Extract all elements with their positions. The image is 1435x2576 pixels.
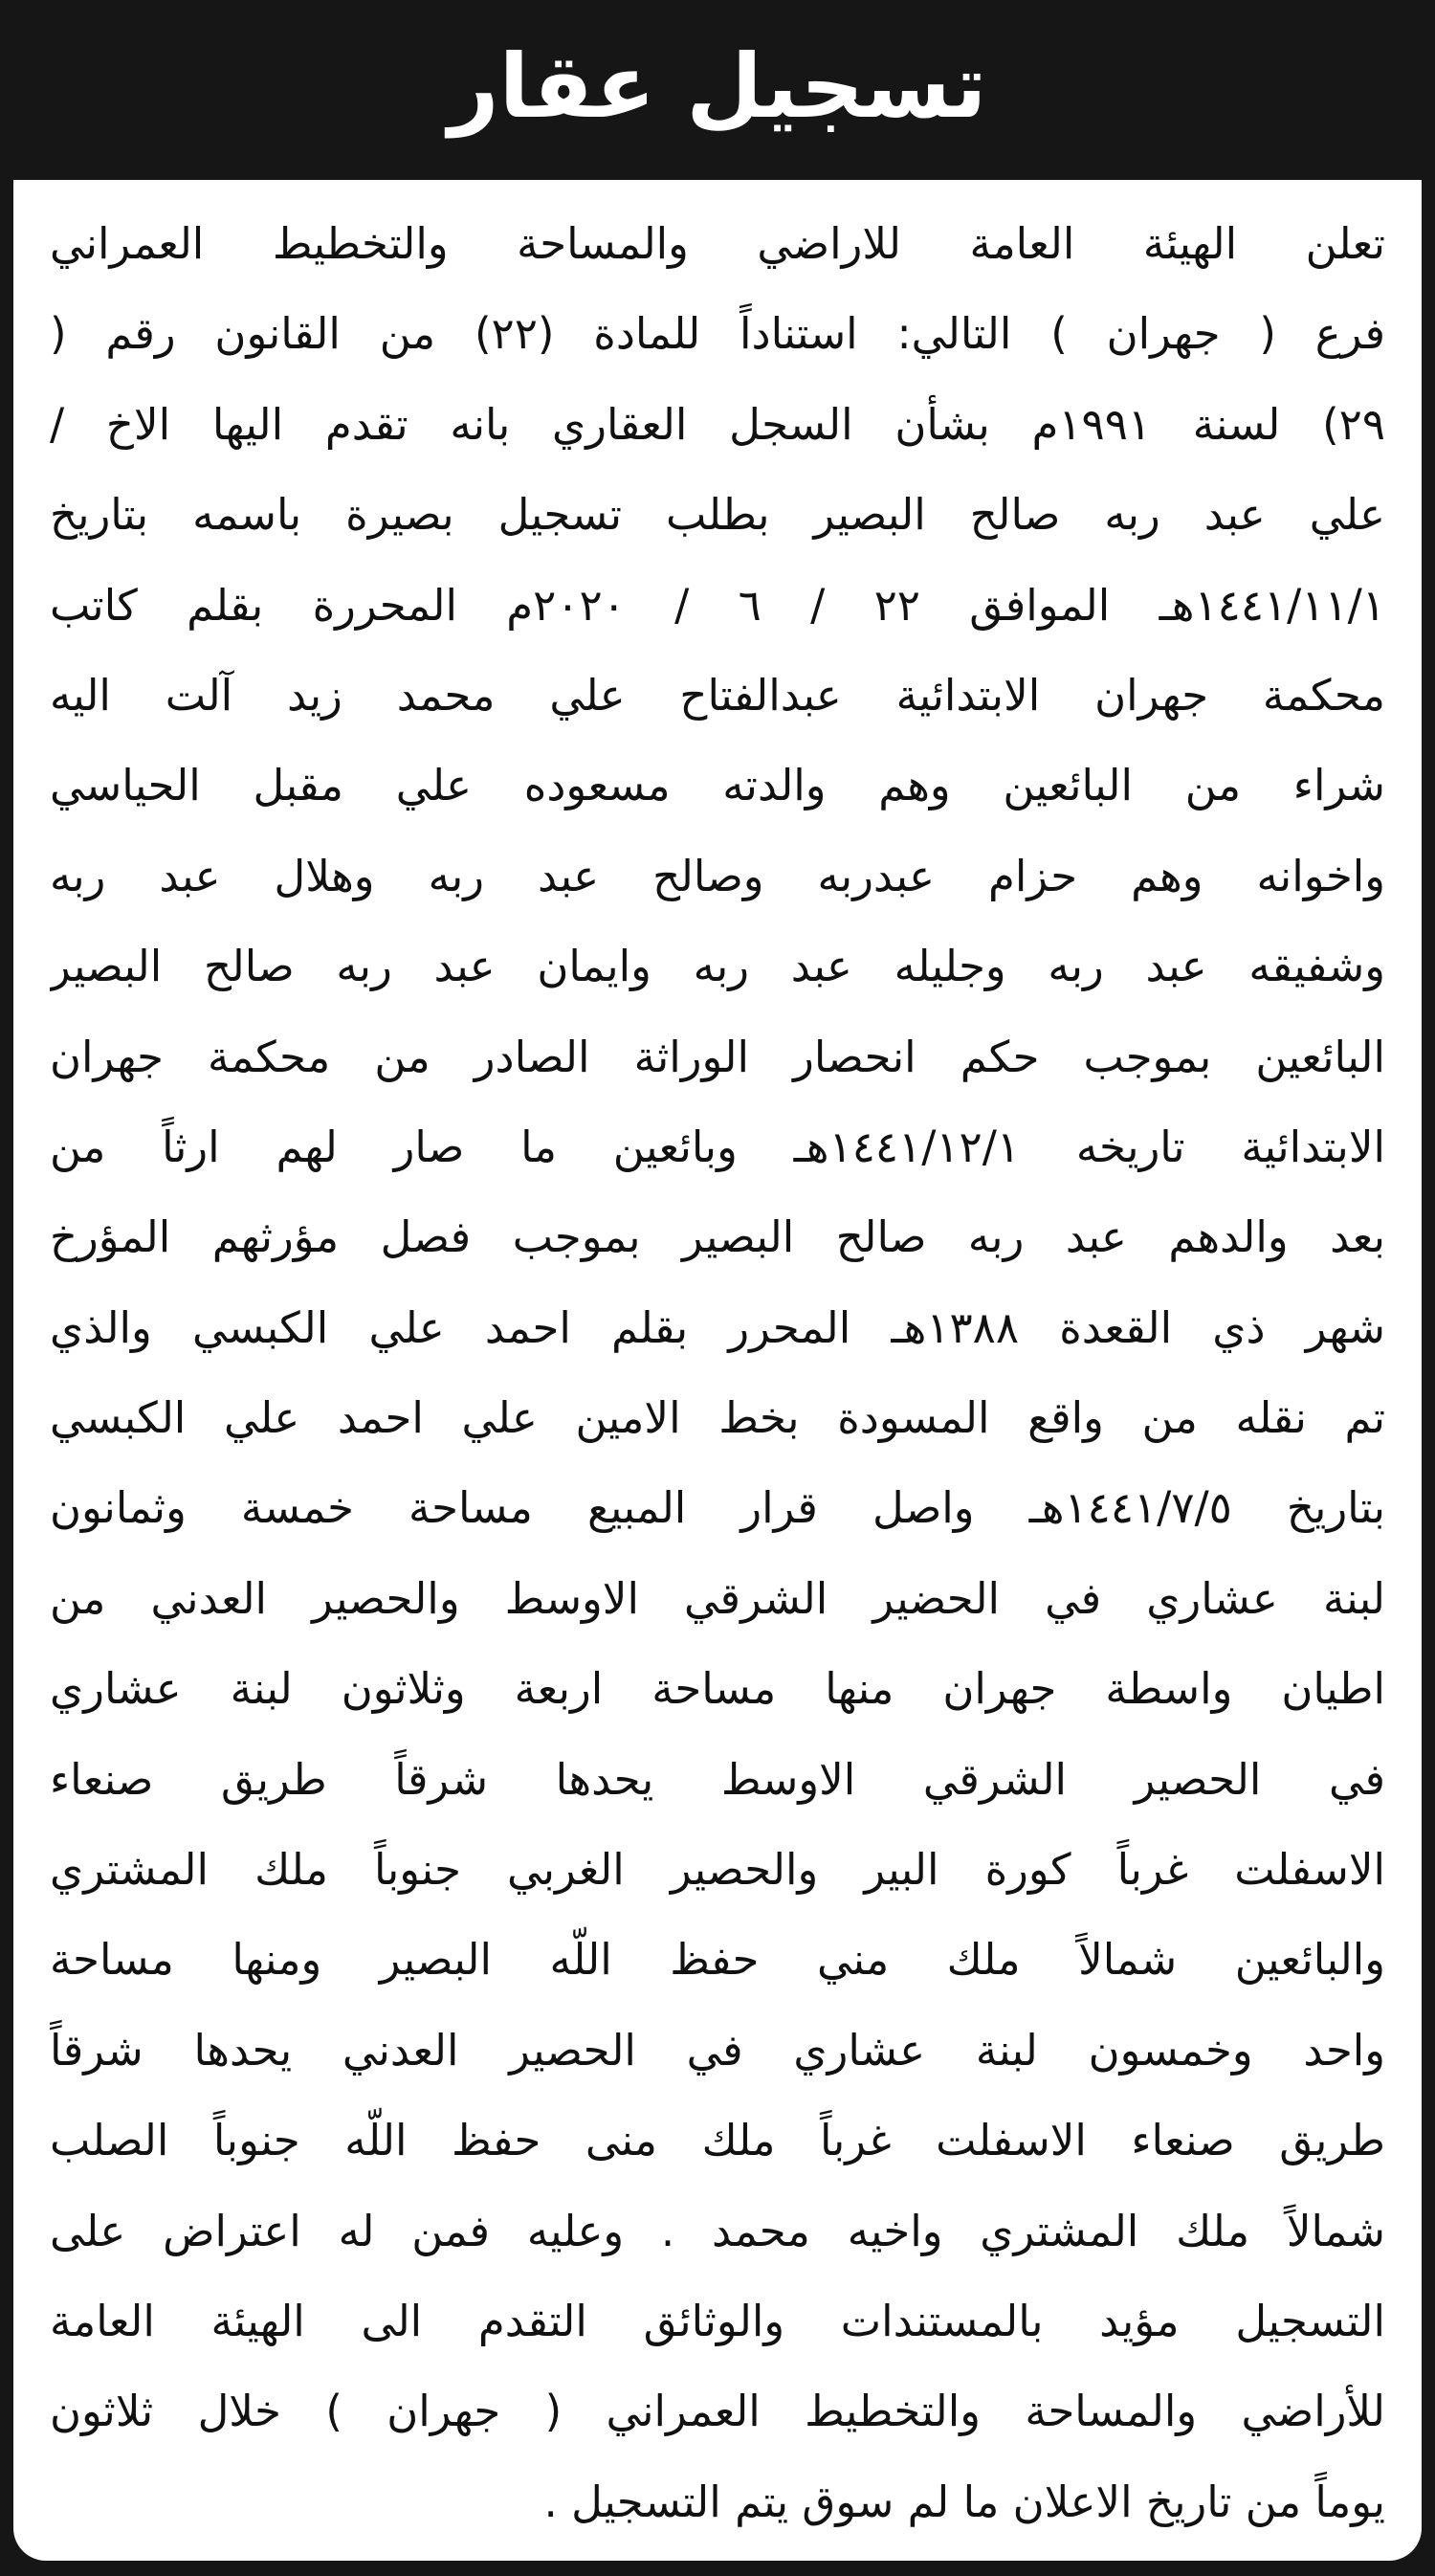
notice-line: فرع ( جهران ) التالي: استناداً للمادة (٢٢) من القانون رقم (	[50, 308, 1385, 360]
notice-text	[50, 199, 1385, 2547]
notice-line: تم نقله من واقع المسودة بخط الامين علي احمد علي الكبسي	[50, 1392, 1385, 1444]
notice-line: الابتدائية تاريخه ١٤٤١/١٢/١هـ وبائعين ما صار لهم ارثاً من	[50, 1121, 1385, 1172]
notice-line: بتاريخ ١٤٤١/٧/٥هـ واصل قرار المبيع مساحة خمسة وثمانون	[50, 1482, 1385, 1534]
notice-line: التسجيل مؤيد بالمستندات والوثائق التقدم الى الهيئة العامة	[50, 2295, 1385, 2346]
notice-line: تعلن الهيئة العامة للاراضي والمساحة والتخطيط العمراني	[50, 218, 1385, 269]
notice-line: علي عبد ربه صالح البصير بطلب تسجيل بصيرة باسمه بتاريخ	[50, 489, 1385, 541]
notice-line: اطيان واسطة جهران منها مساحة اربعة وثلاثون لبنة عشاري	[50, 1663, 1385, 1715]
notice-line: الاسفلت غرباً كورة البير والحصير الغربي جنوباً ملك المشتري	[50, 1844, 1385, 1896]
notice-line: شمالاً ملك المشتري واخيه محمد . وعليه فمن له اعتراض على	[50, 2205, 1385, 2256]
notice-line: ١٤٤١/١١/١هـ الموافق ٢٢ / ٦ / ٢٠٢٠م المحررة بقلم كاتب	[50, 579, 1385, 631]
notice-body	[13, 180, 1422, 2561]
notice-header	[0, 0, 1435, 180]
notice-line: والبائعين شمالاً ملك مني حفظ اللّه البصير ومنها مساحة	[50, 1934, 1385, 1986]
notice-line: ٢٩) لسنة ١٩٩١م بشأن السجل العقاري بانه تقدم اليها الاخ /	[50, 398, 1385, 450]
notice-line: للأراضي والمساحة والتخطيط العمراني ( جهران ) خلال ثلاثون	[50, 2386, 1385, 2437]
notice-line: واخوانه وهم حزام عبدربه وصالح عبد ربه وهلال عبد ربه	[50, 850, 1385, 901]
notice-line: في الحصير الشرقي الاوسط يحدها شرقاً طريق صنعاء	[50, 1753, 1385, 1805]
notice-line: شهر ذي القعدة ١٣٨٨هـ المحرر بقلم احمد علي الكبسي والذي	[50, 1301, 1385, 1353]
notice-title: تسجيل عقار	[448, 35, 987, 138]
notice-line: محكمة جهران الابتدائية عبدالفتاح علي محمد زيد آلت اليه	[50, 669, 1385, 721]
notice-line: طريق صنعاء الاسفلت غرباً ملك منى حفظ اللّه جنوباً الصلب	[50, 2115, 1385, 2166]
notice-line: لبنة عشاري في الحضير الشرقي الاوسط والحصير العدني من	[50, 1572, 1385, 1624]
notice-line: وشفيقه عبد ربه وجليله عبد ربه وايمان عبد ربه صالح البصير	[50, 941, 1385, 992]
notice-line: البائعين بموجب حكم انحصار الوراثة الصادر من محكمة جهران	[50, 1031, 1385, 1082]
notice-line: يوماً من تاريخ الاعلان ما لم سوق يتم التسجيل .	[543, 2476, 1385, 2527]
notice-line: شراء من البائعين وهم والدته مسعوده علي مقبل الحياسي	[50, 760, 1385, 811]
notice-line: بعد والدهم عبد ربه صالح البصير بموجب فصل مؤرثهم المؤرخ	[50, 1211, 1385, 1263]
notice-line: واحد وخمسون لبنة عشاري في الحصير العدني يحدها شرقاً	[50, 2024, 1385, 2076]
